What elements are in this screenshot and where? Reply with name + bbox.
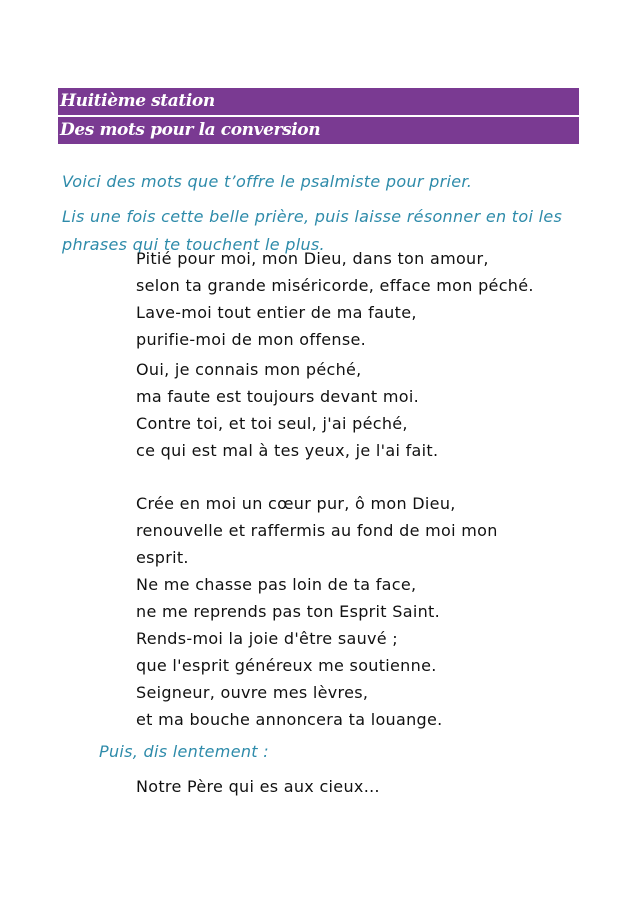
station-header (58, 88, 579, 144)
psalm-stanza-4 (136, 625, 576, 733)
psalm-line: Seigneur, ouvre mes lèvres, (136, 683, 369, 702)
psalm-stanza-3 (136, 490, 576, 625)
psalm-line: Contre toi, et toi seul, j'ai péché, (136, 414, 408, 433)
psalm-line: Oui, je connais mon péché, (136, 360, 362, 379)
closing-prayer: Notre Père qui es aux cieux… (136, 777, 380, 796)
psalm-line: purifie-moi de mon offense. (136, 330, 367, 349)
psalm-line: Crée en moi un cœur pur, ô mon Dieu, (136, 494, 456, 513)
psalm-line: ne me reprends pas ton Esprit Saint. (136, 602, 440, 621)
station-title-bar (58, 88, 579, 115)
intro-paragraph-2: Lis une fois cette belle prière, puis laisse résonner en toi les phrases qui te touchent le plus. (62, 207, 563, 254)
psalm-line: que l'esprit généreux me soutienne. (136, 656, 437, 675)
psalm-line: Lave-moi tout entier de ma faute, (136, 303, 417, 322)
psalm-stanza-2 (136, 356, 576, 464)
psalm-line: selon ta grande miséricorde, efface mon péché. (136, 276, 534, 295)
instruction-cue: Puis, dis lentement : (99, 742, 269, 761)
station-subtitle: Des mots pour la conversion (60, 120, 321, 140)
psalm-line: ce qui est mal à tes yeux, je l'ai fait. (136, 441, 439, 460)
psalm-line: et ma bouche annoncera ta louange. (136, 710, 443, 729)
psalm-line: Ne me chasse pas loin de ta face, (136, 575, 417, 594)
station-subtitle-bar (58, 117, 579, 144)
psalm-line: Pitié pour moi, mon Dieu, dans ton amour, (136, 249, 489, 268)
psalm-stanza-1 (136, 245, 576, 353)
psalm-line: renouvelle et raffermis au fond de moi mon esprit. (136, 521, 498, 567)
intro-paragraph-1: Voici des mots que t’offre le psalmiste pour prier. (62, 172, 473, 191)
psalm-line: Rends-moi la joie d'être sauvé ; (136, 629, 398, 648)
psalm-line: ma faute est toujours devant moi. (136, 387, 419, 406)
station-title: Huitième station (60, 91, 215, 111)
